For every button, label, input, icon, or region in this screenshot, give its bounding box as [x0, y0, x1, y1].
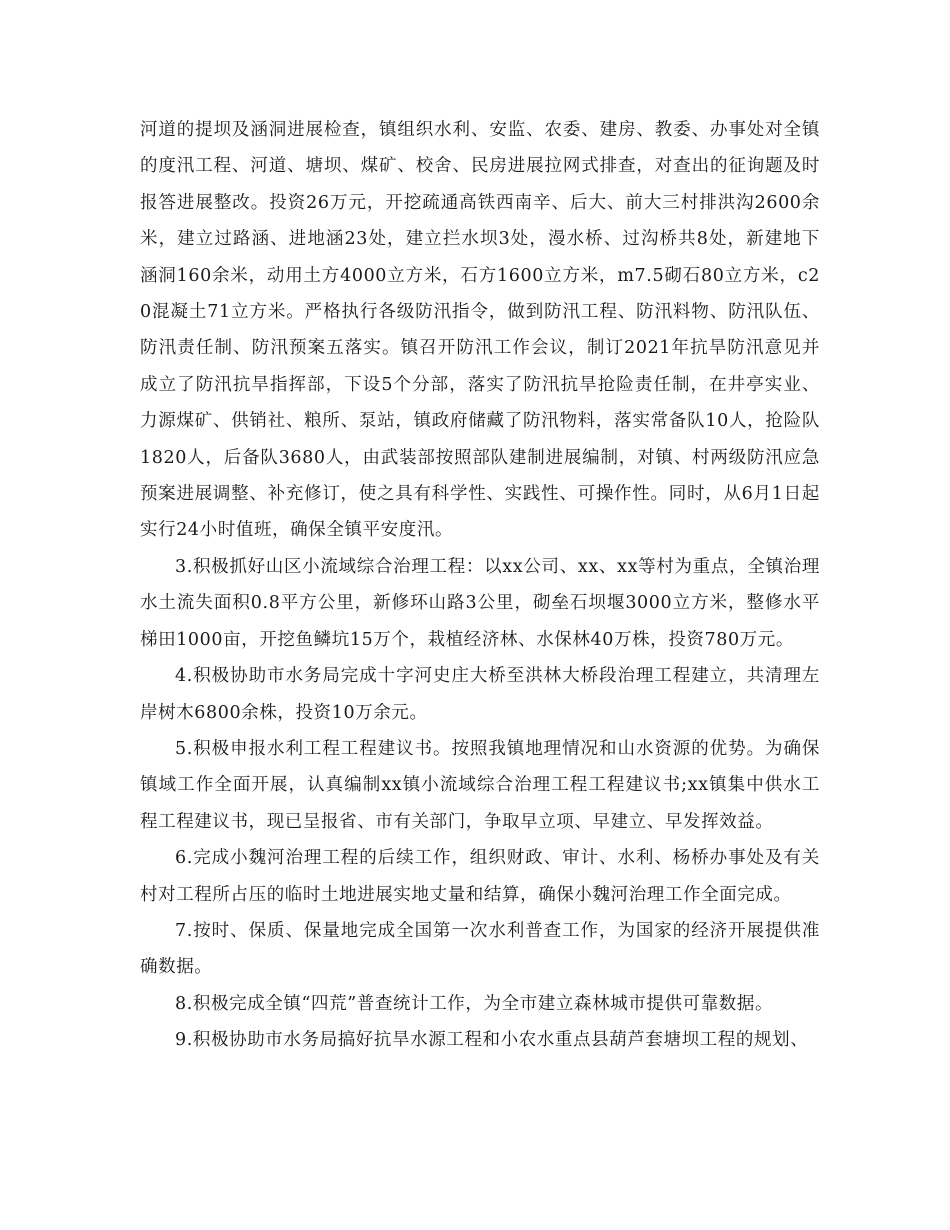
paragraph-item-3: 3.积极抓好山区小流域综合治理工程：以xx公司、xx、xx等村为重点，全镇治理水土流失面积0.8平方公里，新修环山路3公里，砌垒石坝堰3000立方米，整修水平梯田1000亩，开挖鱼鳞坑15万个，栽植经济林、水保林40万株，投资780万元。: [140, 556, 820, 650]
paragraph-continued: 河道的提坝及涵洞进展检查，镇组织水利、安监、农委、建房、教委、办事处对全镇的度汛工程、河道、塘坝、煤矿、校舍、民房进展拉网式排查，对查出的征询题及时报答进展整改。投资26万元，开挖疏通高铁西南辛、后大、前大三村排洪沟2600余米，建立过路涵、进地涵23处，建立拦水坝3处，漫水桥、过沟桥共8处，新建地下涵洞160余米，动用土方4000立方米，石方1600立方米，m7.5砌石80立方米，c20混凝土71立方米。严格执行各级防汛指令，做到防汛工程、防汛料物、防汛队伍、防汛责任制、防汛预案五落实。镇召开防汛工作会议，制订2021年抗旱防汛意见并成立了防汛抗旱指挥部，下设5个分部，落实了防汛抗旱抢险责任制，在井亭实业、力源煤矿、供销社、粮所、泵站，镇政府储藏了防汛物料，落实常备队10人，抢险队1820人，后备队3680人，由武装部按照部队建制进展编制，对镇、村两级防汛应急预案进展调整、补充修订，使之具有科学性、实践性、可操作性。同时，从6月1日起实行24小时值班，确保全镇平安度汛。: [140, 120, 820, 541]
paragraph-item-9: 9.积极协助市水务局搞好抗旱水源工程和小农水重点县葫芦套塘坝工程的规划、: [175, 1030, 809, 1051]
paragraph-item-7: 7.按时、保质、保量地完成全国第一次水利普查工作，为国家的经济开展提供准确数据。: [140, 920, 820, 978]
paragraph-item-6: 6.完成小魏河治理工程的后续工作，组织财政、审计、水利、杨桥办事处及有关村对工程所占压的临时土地进展实地丈量和结算，确保小魏河治理工作全面完成。: [140, 848, 820, 905]
paragraph-item-4: 4.积极协助市水务局完成十字河史庄大桥至洪林大桥段治理工程建立，共清理左岸树木6800余株，投资10万余元。: [140, 666, 820, 723]
paragraph-item-5: 5.积极申报水利工程工程建议书。按照我镇地理情况和山水资源的优势。为确保镇域工作全面开展，认真编制xx镇小流域综合治理工程工程建议书;xx镇集中供水工程工程建议书，现已呈报省、市有关部门，争取早立项、早建立、早发挥效益。: [140, 738, 820, 832]
paragraph-item-8: 8.积极完成全镇“四荒”普查统计工作，为全市建立森林城市提供可靠数据。: [175, 993, 774, 1014]
document-body: [140, 112, 820, 1059]
